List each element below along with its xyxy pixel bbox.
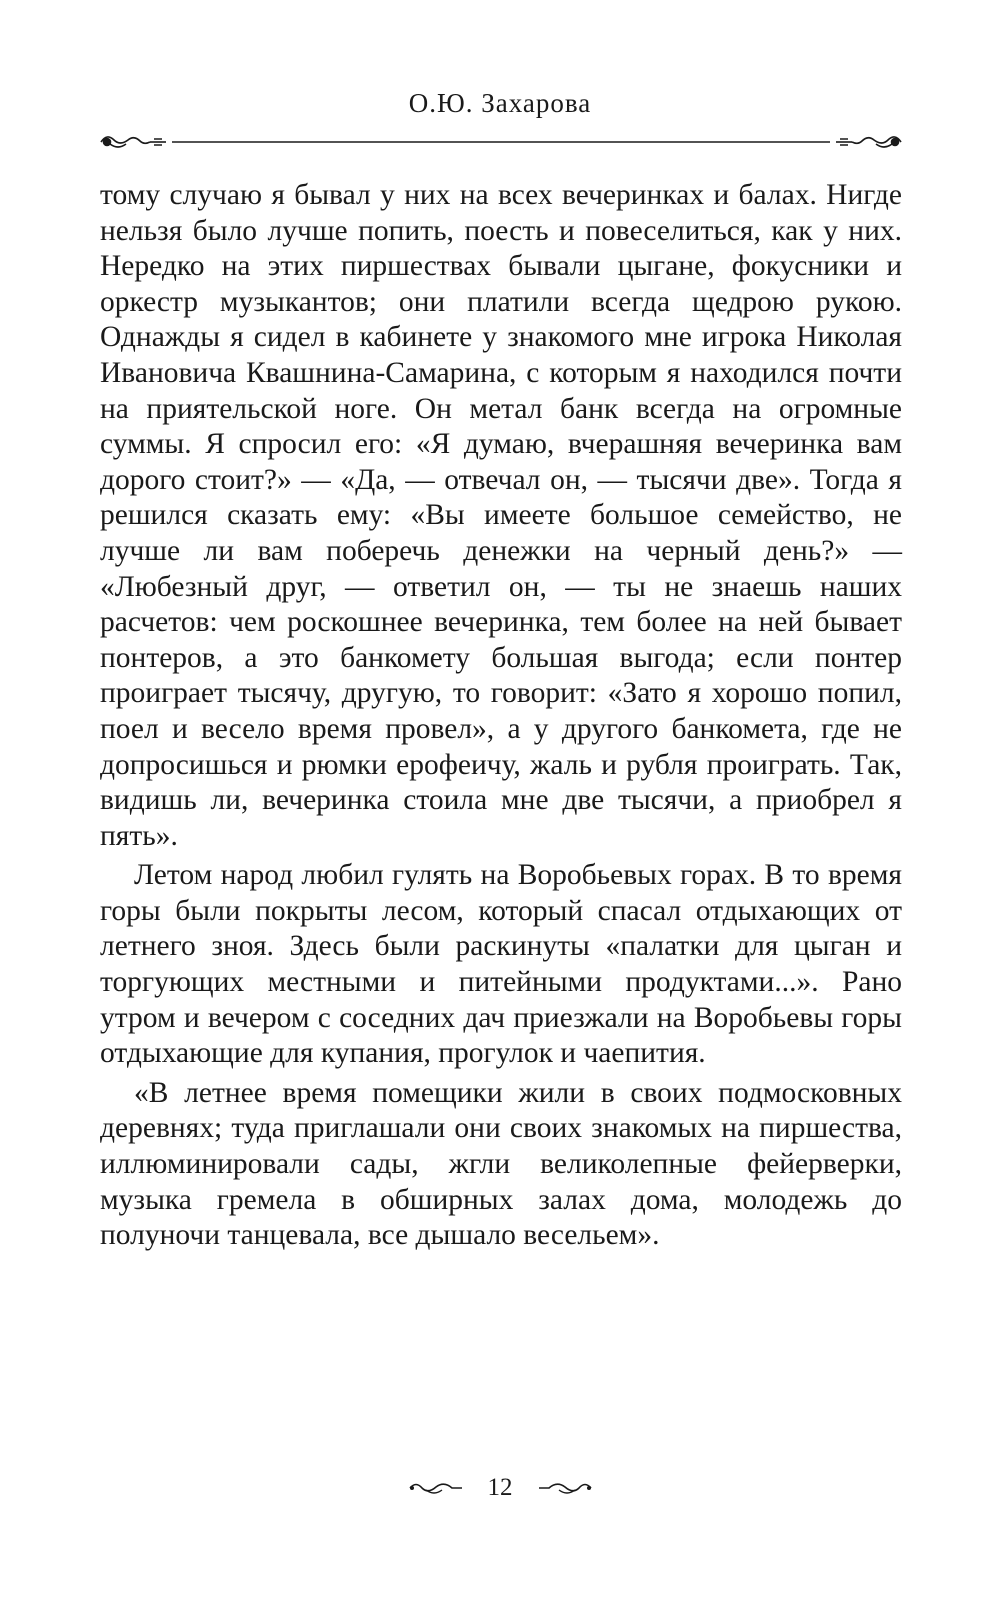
header-rule [98,130,904,154]
page-number: 12 [487,1474,513,1501]
ornament-flourish-icon [406,1478,466,1498]
page-footer [0,1470,1000,1506]
paragraph: «В летнее время помещики жили в своих подмосковных деревнях; туда приглашали они своих знакомых на пиршества, иллюминировали сады, жгли великолепные фейерверки, музыка гремела в обширных залах дома, молодежь до полуночи танцевала, все дышало весельем». [100,1076,902,1252]
main-text [100,178,902,1254]
ornament-flourish-icon [836,137,901,147]
ornament-flourish-icon [535,1478,595,1498]
running-title: О.Ю. Захарова [408,88,592,118]
paragraph: Летом народ любил гулять на Воробьевых горах. В то время горы были покрыты лесом, который спасал отдыхающих от летнего зноя. Здесь были раскинуты «палатки для цыган и торгующих местными и питейными продуктами...». Рано утром и вечером с соседних дач приезжали на Воробьевы горы отдыхающие для купания, прогулок и чаепития. [100,859,902,1070]
ornament-flourish-icon [101,137,166,147]
paragraph: тому случаю я бывал у них на всех вечеринках и балах. Нигде нельзя было лучше попить, поесть и повеселиться, как у них. Нередко на этих пиршествах бывали цыгане, фокусники и оркестр музыкантов; они платили всегда щедрою рукою. Однажды я сидел в кабинете у знакомого мне игрока Николая Ивановича Квашнина-Самарина, с которым я находился почти на приятельской ноге. Он метал банк всегда на огромные суммы. Я спросил его: «Я думаю, вчерашняя вечеринка вам дорого стоит?» — «Да, — отвечал он, — тысячи две». Тогда я решился сказать ему: «Вы имеете большое семейство, не лучше ли вам поберечь денежки на черный день?» — «Любезный друг, — ответил он, — ты не знаешь наших расчетов: чем роскошнее вечеринка, тем более на ней бывает понтеров, а это банкомету большая выгода; если понтер проиграет тысячу, другую, то говорит: «Зато я хорошо попил, поел и весело время провел», а у другого банкомета, где не допросишься и рюмки ерофеичу, жаль и рубля проиграть. Так, видишь ли, вечеринка стоила мне две тысячи, а приобрел я пять». [100,179,902,852]
